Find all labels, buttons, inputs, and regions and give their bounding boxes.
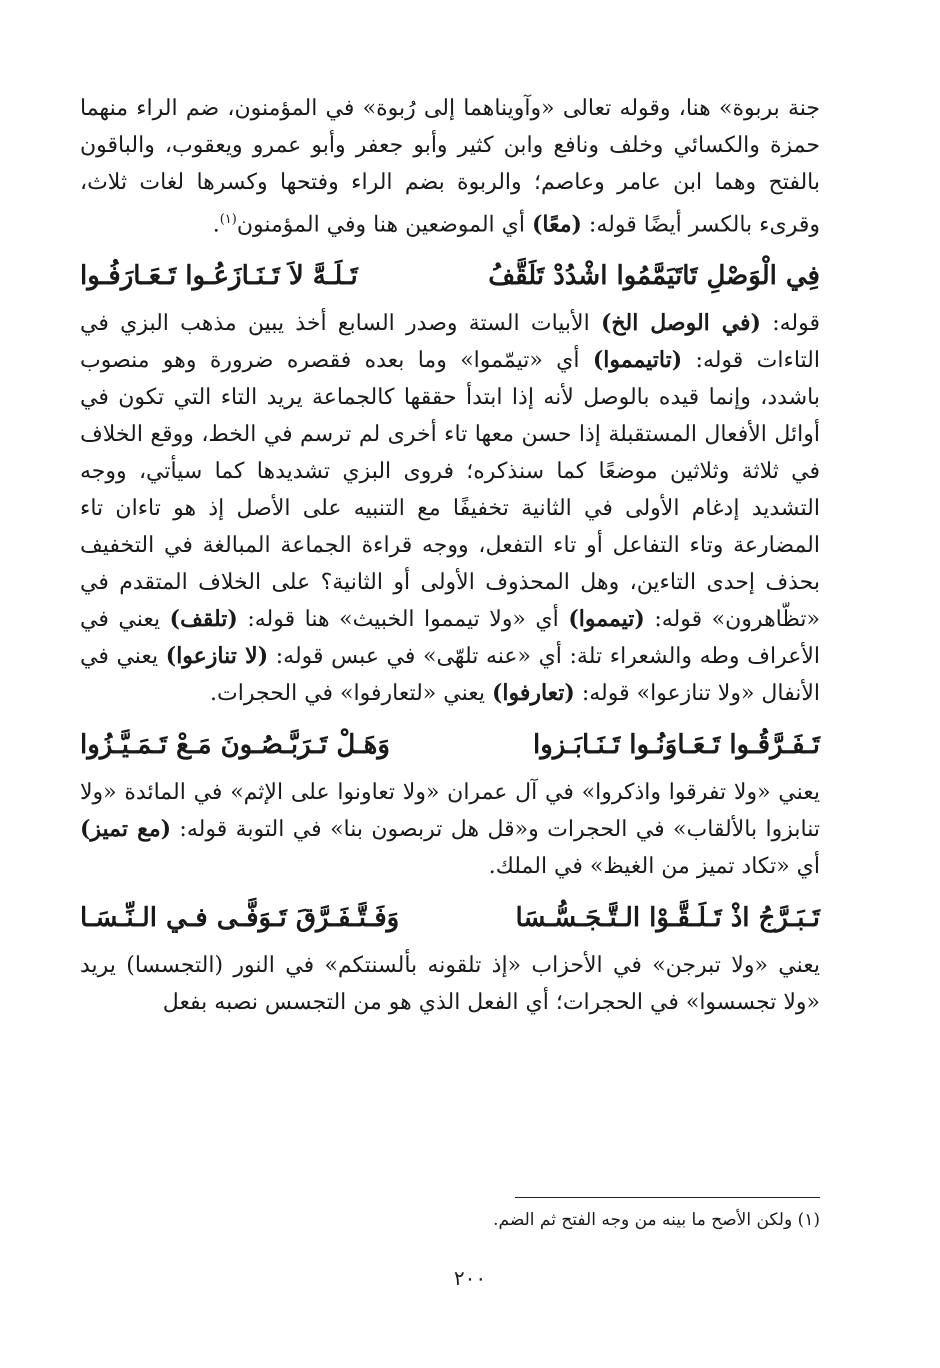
paragraph-1 xyxy=(80,90,820,243)
paragraph-1-tail: أي الموضعين هنا وفي المؤمنون xyxy=(236,212,532,238)
paragraph-2-bold-l: (تعارفوا) xyxy=(491,680,575,707)
paragraph-2-text-g: أي «ولا تيمموا الخبيث» هنا قوله: xyxy=(237,607,569,633)
paragraph-2-bold-j: (لا تنازعوا) xyxy=(165,643,269,670)
verse-3-first-hemistich: تَـبَـرَّجُ اذْ تَـلَـقَّـوْا الـتَّـجَـسُّـسَا xyxy=(515,903,820,934)
paragraph-1-text: جنة بربوة» هنا، وقوله تعالى «وآويناهما إلى رُبوة» في المؤمنون، ضم الراء منهما حمزة والكسائي وخلف ونافع وابن كثير وأبو جعفر وأبو عمرو ويعقوب، والباقون بالفتح وهما ابن عامر وعاصم؛ والربوة بضم الراء وفتحها وكسرها لغات ثلاث، وقرىء بالكسر أيضًا قوله: xyxy=(80,96,820,238)
paragraph-4 xyxy=(80,947,820,1021)
paragraph-4-text: يعني «ولا تبرجن» في الأحزاب «إذ تلقونه بألسنتكم» في النور (التجسسا) يريد «ولا تجسسوا» في الحجرات؛ أي الفعل الذي هو من التجسس نصبه بفعل xyxy=(80,953,820,1016)
paragraph-2-text-a: قوله: xyxy=(760,311,820,337)
paragraph-2-text-e: أي «تيمّموا» وما بعده فقصره ضرورة وهو منصوب باشدد، وإنما قيده بالوصل لأنه إذا ابتدأ حققها كالجماعة يريد التاء التي تكون في أوائل الأفعال المستقبلة إذا حسن معها تاء أخرى لم ترسم في الخط، ووقع الخلاف في ثلاثة وثلاثين موضعًا كما سنذكره؛ فروى البزي تشديدها كما سيأتي، ووجه التشديد إدغام الأولى في الثانية تخفيفًا مع التنبيه على الأصل إذ هو تاءان تاء المضارعة وتاء التفاعل أو تاء التفعل، ووجه قراءة الجماعة المبالغة في التخفيف بحذف إحدى التاءين، وهل المحذوف الأولى أو الثانية؟ على الخلاف المتقدم في «تظّاهرون» قوله: xyxy=(80,348,820,633)
paragraph-2-text-c: الأبيات الستة وصدر السابع أخذ يبين مذهب البزي في التاءات قوله: xyxy=(80,311,820,374)
verse-1 xyxy=(80,255,820,297)
paragraph-2-bold-b: (في الوصل الخ) xyxy=(600,310,761,337)
paragraph-2 xyxy=(80,305,820,712)
paragraph-1-end: . xyxy=(212,212,220,238)
paragraph-2-text-m: يعني «لتعارفوا» في الحجرات. xyxy=(210,681,492,707)
paragraph-2-bold-h: (تلقف) xyxy=(169,606,238,633)
verse-1-first-hemistich: فِي الْوَصْلِ تَاتَيَمَّمُوا اشْدُدْ تَلَقَّفُ xyxy=(488,261,820,292)
paragraph-1-bold: (معًا) xyxy=(532,211,582,238)
paragraph-3-text-c: أي «تكاد تميز من الغيظ» في الملك. xyxy=(488,854,820,880)
verse-1-second-hemistich: تَـلَـهَّ لاَ تَـنَـازَعُـوا تَـعَـارَفُـوا xyxy=(80,261,358,292)
verse-2 xyxy=(80,724,820,766)
verse-2-second-hemistich: وَهَـلْ تَـرَبَّـصُـونَ مَـعْ تَـمَـيَّـزُوا xyxy=(80,730,390,761)
verse-3-second-hemistich: وَفَـتَّـفَـرَّقَ تَـوَفَّـى فـي الـنِّـسَـا xyxy=(80,903,400,934)
footnote-divider xyxy=(515,1197,820,1198)
paragraph-3 xyxy=(80,774,820,885)
page-body xyxy=(80,90,820,1021)
paragraph-2-bold-d: (تاتيمموا) xyxy=(592,347,683,374)
paragraph-2-text-i: يعني في الأعراف وطه والشعراء تلة: أي «عنه تلهّى» في عبس قوله: xyxy=(80,607,821,670)
verse-2-first-hemistich: تَـفَـرَّقُـوا تَـعَـاوَنُـوا تَـنَـابَـزوا xyxy=(533,730,820,761)
footnote: (١) ولكن الأصح ما بينه من وجه الفتح ثم الضم. xyxy=(493,1210,820,1230)
paragraph-2-text-k: يعني في الأنفال «ولا تنازعوا» قوله: xyxy=(80,644,820,707)
page-number: ٢٠٠ xyxy=(453,1266,487,1290)
paragraph-3-bold-b: (مع تميز) xyxy=(80,816,172,843)
paragraph-3-text-a: يعني «ولا تفرقوا واذكروا» في آل عمران «ولا تعاونوا على الإثم» في المائدة «ولا تنابزوا بالألقاب» في الحجرات و«قل هل تربصون بنا» في التوبة قوله: xyxy=(80,780,820,843)
paragraph-2-bold-f: (تيمموا) xyxy=(568,606,645,633)
footnote-marker: (١) xyxy=(219,212,237,227)
verse-3 xyxy=(80,897,820,939)
